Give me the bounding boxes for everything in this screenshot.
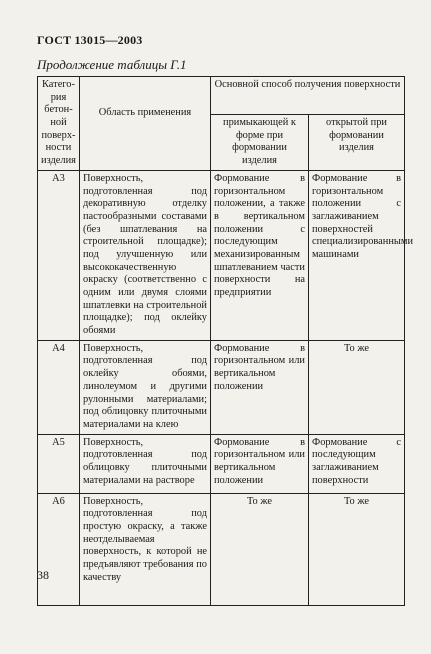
adjacent-method-cell: То же: [211, 493, 309, 605]
table-row: [38, 493, 405, 605]
header-category: Катего-рия бетон-ной поверх-ности изделия: [38, 77, 80, 171]
category-code: А6: [38, 493, 80, 605]
page-number: 38: [37, 568, 49, 582]
standard-header: ГОСТ 13015—2003: [37, 33, 143, 47]
open-method-cell: То же: [309, 493, 405, 605]
table-row: [38, 340, 405, 434]
application-cell: Поверхность, подготовленная под декоративную отделку пастообразными составами (без шпатлевания на строительной площадке); под улучшенную или высококачественную окраску (соответственно с одним или двумя слоями шпатлевки на строительной площадке); под оклейку обоями: [80, 170, 211, 340]
open-method-cell: То же: [309, 340, 405, 434]
header-open-surface: открытой при формовании изделия: [309, 115, 405, 171]
category-code: А5: [38, 434, 80, 493]
table-continuation-title: Продолжение таблицы Г.1: [37, 57, 187, 72]
open-method-cell: Формование в горизонтальном положении с заглаживанием поверхностей специализированными машинами: [309, 170, 405, 340]
header-method-group: Основной способ получения поверхности: [211, 77, 405, 115]
adjacent-method-cell: Формование в горизонтальном или вертикальном положении: [211, 340, 309, 434]
application-cell: Поверхность, подготовленная под простую окраску, а также неотделываемая поверхность, к которой не предъявляют требования по качеству: [80, 493, 211, 605]
adjacent-method-cell: Формование в горизонтальном или вертикальном положении: [211, 434, 309, 493]
application-cell: Поверхность, подготовленная под облицовку плиточными материалами на растворе: [80, 434, 211, 493]
open-method-cell: Формование с последующим заглаживанием поверхности: [309, 434, 405, 493]
header-application: Область применения: [80, 77, 211, 171]
surface-category-table: [37, 76, 414, 606]
table-row: [38, 434, 405, 493]
header-adjacent-surface: примыкающей к форме при формовании изделия: [211, 115, 309, 171]
application-cell: Поверхность, подготовленная под оклейку обоями, линолеумом и другими рулонными материалами; под облицовку плиточными материалами на клею: [80, 340, 211, 434]
adjacent-method-cell: Формование в горизонтальном положении, а также в вертикальном положении с последующим механизированным шпатлеванием части поверхности на предприятии: [211, 170, 309, 340]
table-row: [38, 170, 405, 340]
category-code: А4: [38, 340, 80, 434]
category-code: А3: [38, 170, 80, 340]
